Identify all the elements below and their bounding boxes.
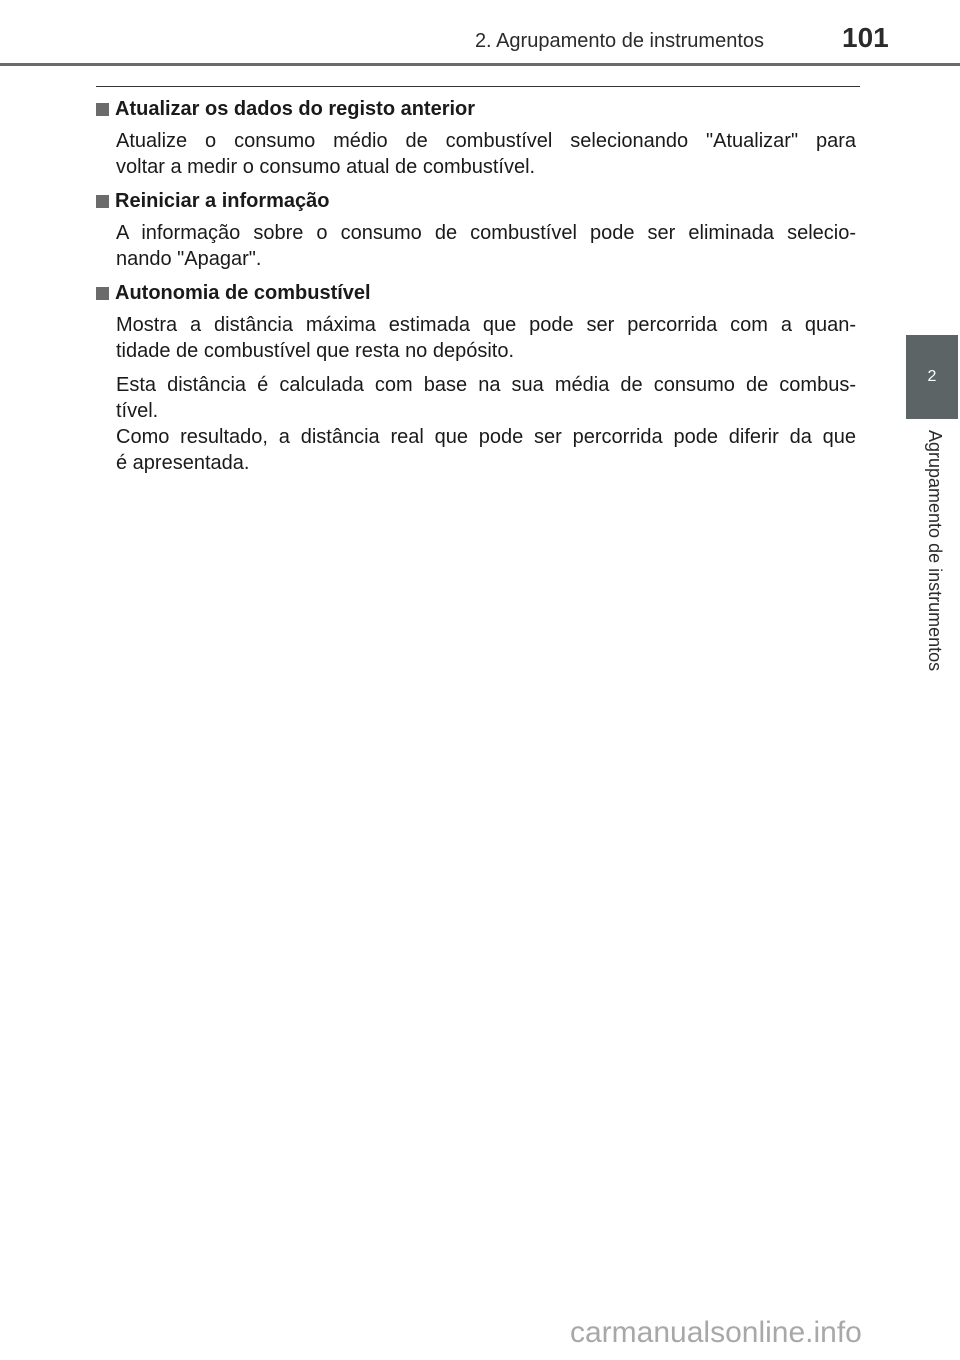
section-fuel-range bbox=[96, 280, 856, 476]
paragraph bbox=[116, 312, 856, 364]
chapter-number: 2 bbox=[927, 368, 937, 385]
section-update-previous-record bbox=[96, 96, 856, 180]
text-line: Esta distância é calculada com base na sua média de consumo de combus- bbox=[116, 374, 856, 396]
chapter-label-text: Agrupamento de instrumentos bbox=[925, 430, 945, 672]
text-line: Mostra a distância máxima estimada que pode ser percorrida com a quan- bbox=[116, 314, 856, 336]
section-heading: Atualizar os dados do registo anterior bbox=[115, 98, 476, 120]
header-divider bbox=[0, 63, 960, 66]
main-content bbox=[96, 96, 856, 484]
paragraph bbox=[116, 372, 856, 476]
page-number: 101 bbox=[842, 22, 889, 53]
watermark: carmanualsonline.info bbox=[570, 1316, 862, 1349]
text-line: tível. bbox=[116, 400, 159, 422]
section-heading: Autonomia de combustível bbox=[115, 282, 371, 304]
text-line: voltar a medir o consumo atual de combustível. bbox=[116, 156, 536, 178]
section-heading: Reiniciar a informação bbox=[115, 190, 330, 212]
text-line: Atualize o consumo médio de combustível selecionando "Atualizar" para bbox=[116, 130, 856, 152]
text-line: Como resultado, a distância real que pode ser percorrida pode diferir da que bbox=[116, 426, 856, 448]
chapter-tab bbox=[906, 335, 958, 419]
text-line: tidade de combustível que resta no depósito. bbox=[116, 340, 515, 362]
section-reset-information bbox=[96, 188, 856, 272]
text-line: é apresentada. bbox=[116, 452, 250, 474]
square-bullet-icon bbox=[96, 287, 109, 300]
header-title: 2. Agrupamento de instrumentos bbox=[474, 30, 764, 52]
chapter-label bbox=[906, 430, 958, 710]
square-bullet-icon bbox=[96, 195, 109, 208]
paragraph bbox=[116, 128, 856, 180]
paragraph bbox=[116, 220, 856, 272]
square-bullet-icon bbox=[96, 103, 109, 116]
text-line: nando "Apagar". bbox=[116, 248, 262, 270]
content-divider bbox=[96, 86, 860, 87]
text-line: A informação sobre o consumo de combustível pode ser eliminada selecio- bbox=[116, 222, 856, 244]
